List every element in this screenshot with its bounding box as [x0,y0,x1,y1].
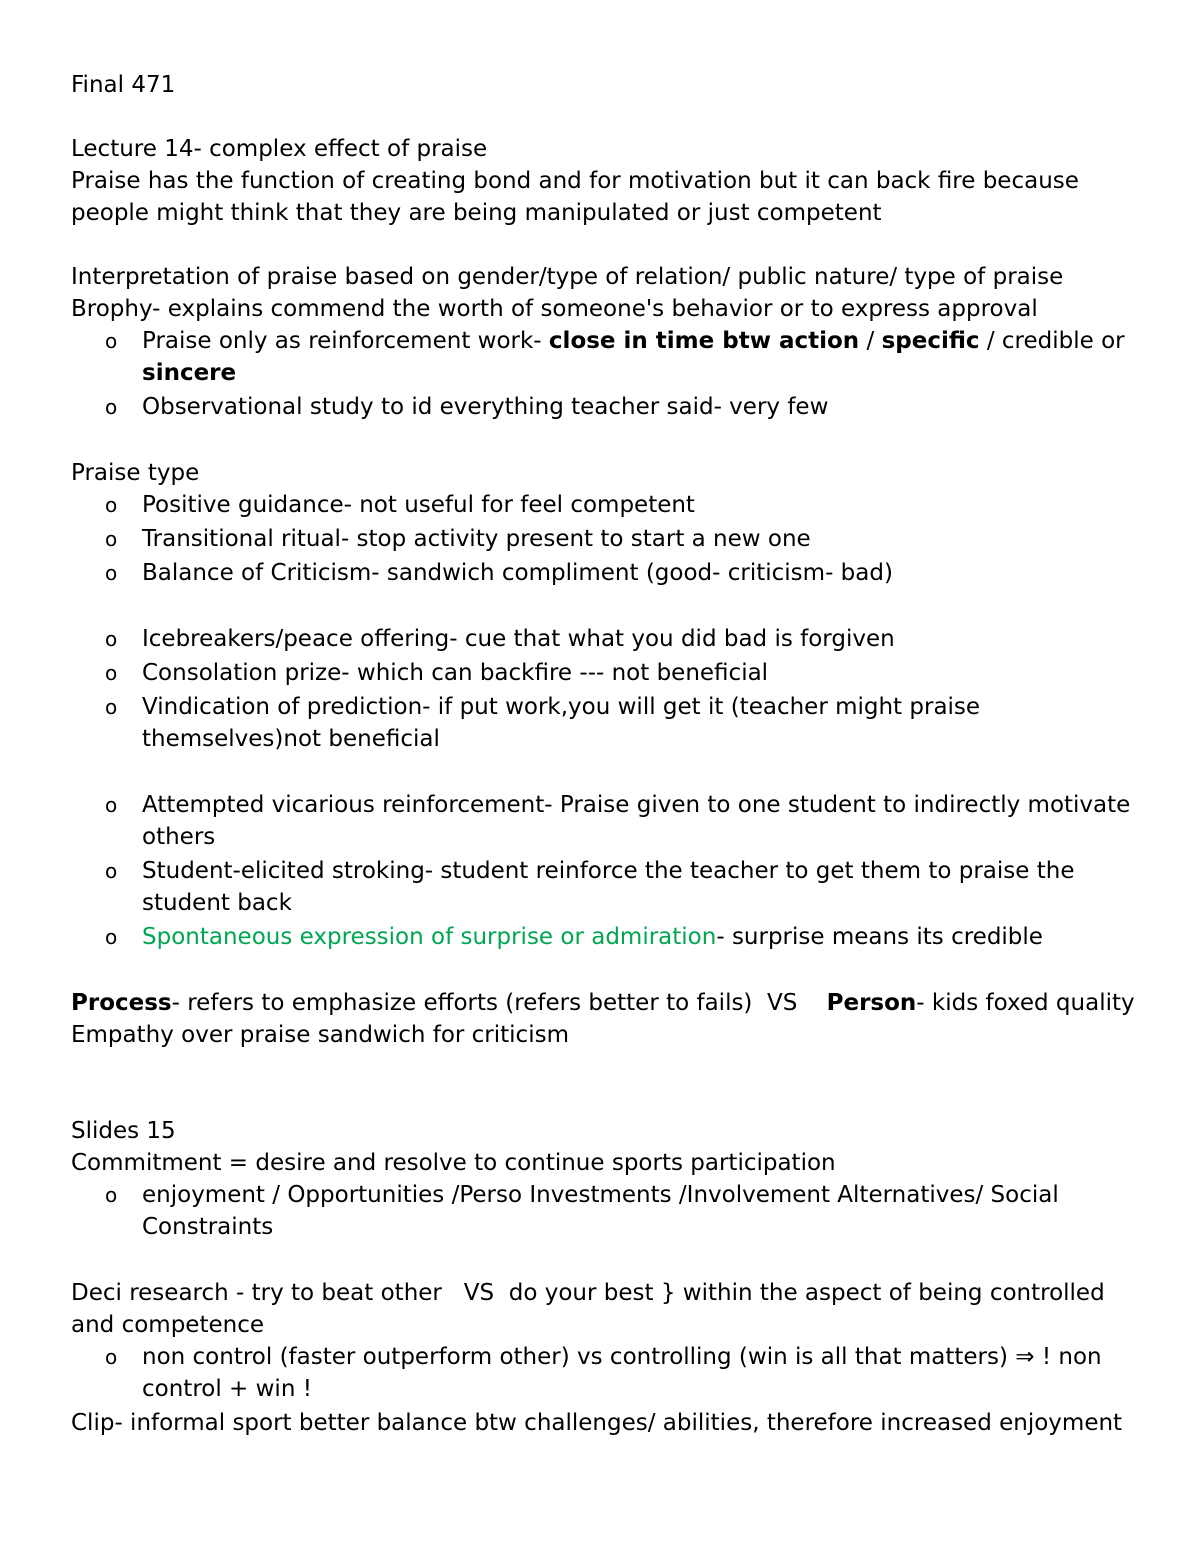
spacer [71,425,1141,457]
bullet-icon: o [105,925,118,949]
list-item-text: Attempted vicarious reinforcement- Praise given to one student to indirectly motivate others [142,792,1131,850]
bold-text: Process [71,990,172,1016]
paragraph-text: - refers to emphasize efforts (refers better to fails) VS [171,990,827,1016]
list-item-text: / [859,328,882,354]
list-item-text: Student-elicited stroking- student reinforce the teacher to get them to praise the student back [142,858,1075,916]
spacer [71,591,1141,623]
list-item-text: non control (faster outperform other) vs controlling (win is all that matters) ⇒ ! non control + win ! [142,1344,1102,1402]
bullet-icon: o [105,695,118,719]
list-item [71,557,1141,589]
document-title: Final 471 [71,72,176,98]
list-item-text: Vindication of prediction- if put work,you will get it (teacher might praise themselves)not beneficial [142,694,981,752]
bullet-icon: o [105,859,118,883]
section-heading: Praise type [71,460,200,486]
bold-text: sincere [142,360,237,386]
list-item [71,623,1141,655]
bullet-icon: o [105,527,118,551]
list-item [71,657,1141,689]
bullet-list [71,789,1141,953]
spacer [71,229,1141,261]
list-item-text: Icebreakers/peace offering- cue that what you did bad is forgiven [142,626,895,652]
list-item-text: Consolation prize- which can backfire --- not beneficial [142,660,769,686]
list-item [71,489,1141,521]
paragraph: Deci research - try to beat other VS do your best } within the aspect of being controlled and competence [71,1280,1112,1338]
spacer [71,955,1141,987]
list-item-text: / credible or [979,328,1125,354]
paragraph: Commitment = desire and resolve to continue sports participation [71,1150,836,1176]
bullet-icon: o [105,493,118,517]
list-item [71,325,1141,389]
paragraph-text: - kids foxed quality [916,990,1135,1016]
spacer [71,1245,1141,1277]
bullet-icon: o [105,329,118,353]
spacer [71,757,1141,789]
spacer [71,1083,1141,1115]
bullet-list [71,489,1141,589]
list-item-text: - surprise means its credible [716,924,1043,950]
bullet-list [71,325,1141,423]
bullet-list [71,623,1141,755]
spacer [71,101,1141,133]
highlighted-text: Spontaneous expression of surprise or admiration [142,924,717,950]
paragraph [71,987,1141,1019]
list-item [71,1179,1141,1243]
bold-text: specific [881,328,980,354]
paragraph: Praise has the function of creating bond and for motivation but it can back fire because people might think that they are being manipulated or just competent [71,168,1079,226]
bullet-list [71,1341,1141,1405]
bold-text: Person [826,990,917,1016]
lecture-heading: Lecture 14- complex effect of praise [71,136,488,162]
bullet-icon: o [105,561,118,585]
bullet-icon: o [105,793,118,817]
list-item [71,855,1141,919]
list-item [71,789,1141,853]
bullet-icon: o [105,627,118,651]
section-heading: Slides 15 [71,1118,176,1144]
list-item [71,1341,1141,1405]
paragraph: Brophy- explains commend the worth of someone's behavior or to express approval [71,296,1038,322]
bullet-icon: o [105,1345,118,1369]
document-body [71,69,1141,1439]
paragraph: Interpretation of praise based on gender/type of relation/ public nature/ type of praise [71,264,1064,290]
list-item [71,523,1141,555]
list-item-text: enjoyment / Opportunities /Perso Investments /Involvement Alternatives/ Social Constraints [142,1182,1059,1240]
bullet-icon: o [105,395,118,419]
bullet-icon: o [105,1183,118,1207]
list-item [71,691,1141,755]
list-item-text: Praise only as reinforcement work- [142,328,549,354]
list-item-text: Observational study to id everything teacher said- very few [142,394,829,420]
bullet-icon: o [105,661,118,685]
paragraph: Empathy over praise sandwich for criticism [71,1022,569,1048]
paragraph: Clip- informal sport better balance btw challenges/ abilities, therefore increased enjoyment [71,1410,1123,1436]
bold-text: close in time btw action [548,328,860,354]
spacer [71,1051,1141,1083]
list-item-text: Transitional ritual- stop activity present to start a new one [142,526,811,552]
bullet-list [71,1179,1141,1243]
list-item [71,921,1141,953]
list-item-text: Balance of Criticism- sandwich compliment (good- criticism- bad) [142,560,893,586]
list-item [71,391,1141,423]
list-item-text: Positive guidance- not useful for feel competent [142,492,695,518]
